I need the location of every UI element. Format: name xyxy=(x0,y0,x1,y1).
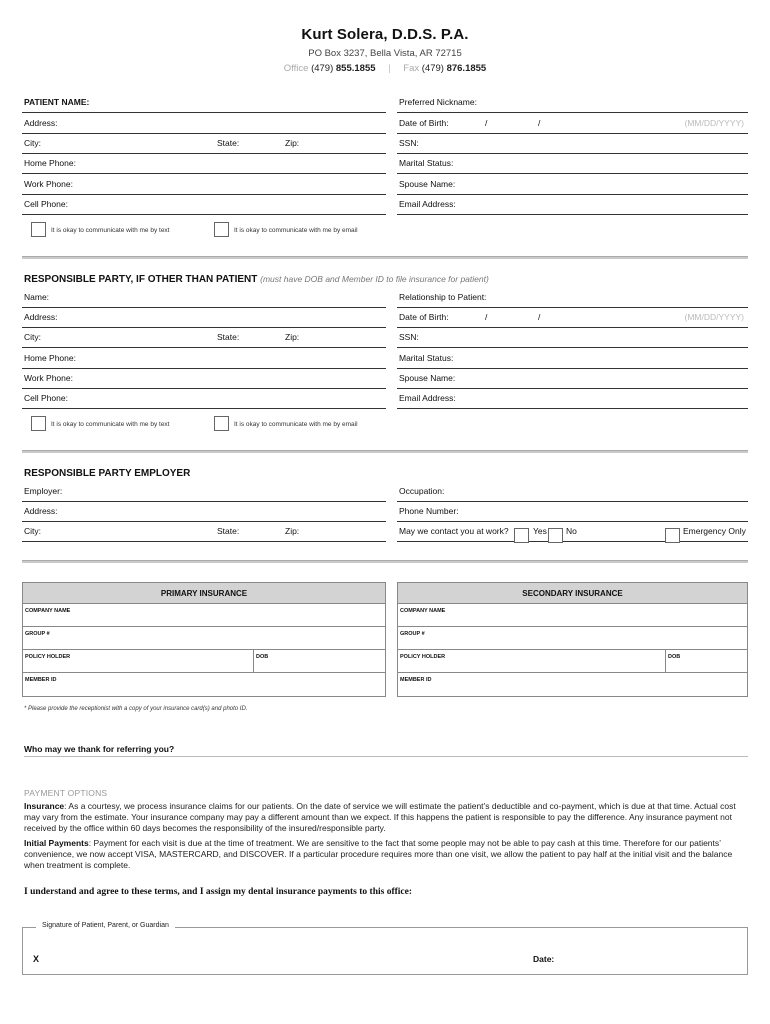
patient-text-ok-checkbox[interactable] xyxy=(31,222,46,237)
signature-x-mark: X xyxy=(33,954,40,964)
payment-options-title: PAYMENT OPTIONS xyxy=(24,788,108,798)
rp-home-phone-label: Home Phone: xyxy=(24,353,76,363)
rp-email-ok-label: It is okay to communicate with me by email xyxy=(234,421,358,428)
rp-address-label: Address: xyxy=(24,312,58,322)
employer-label: Employer: xyxy=(24,486,63,496)
group-label: GROUP # xyxy=(400,631,425,637)
rp-text-ok-label: It is okay to communicate with me by text xyxy=(51,421,170,428)
dob-slash: / xyxy=(538,312,541,322)
office-number: 855.1855 xyxy=(335,63,376,74)
rp-work-phone-label: Work Phone: xyxy=(24,373,73,383)
section-divider xyxy=(22,450,748,453)
primary-group-field[interactable] xyxy=(23,627,385,650)
home-phone-label: Home Phone: xyxy=(24,158,76,168)
initial-payments-text xyxy=(24,838,744,871)
primary-member-id-field[interactable] xyxy=(23,673,385,696)
cell-divider xyxy=(665,650,666,672)
insurance-note: * Please provide the receptionist with a copy of your insurance card(s) and photo ID. xyxy=(24,706,248,712)
employer-phone-field[interactable] xyxy=(397,501,748,522)
work-phone-label: Work Phone: xyxy=(24,179,73,189)
rp-ssn-label: SSN: xyxy=(399,332,419,342)
company-name-label: COMPANY NAME xyxy=(25,608,71,614)
rp-name-label: Name: xyxy=(24,292,50,302)
dob-slash: / xyxy=(538,118,541,128)
secondary-group-field[interactable] xyxy=(398,627,747,650)
member-id-label: MEMBER ID xyxy=(400,677,432,683)
patient-email-ok-label: It is okay to communicate with me by email xyxy=(234,227,358,234)
insurance-policy-label: Insurance xyxy=(24,801,65,811)
contact-at-work-field xyxy=(397,521,748,542)
practice-address: PO Box 3237, Bella Vista, AR 72715 xyxy=(308,48,462,59)
patient-home-phone-field[interactable] xyxy=(22,153,386,174)
company-name-label: COMPANY NAME xyxy=(400,608,446,614)
dob-label: Date of Birth: xyxy=(399,118,449,128)
employer-zip-label: Zip: xyxy=(285,526,300,536)
primary-policy-holder-field[interactable] xyxy=(23,650,385,673)
dob-format-hint: (MM/DD/YYYY) xyxy=(684,312,744,322)
section-divider xyxy=(22,256,748,259)
cell-phone-label: Cell Phone: xyxy=(24,199,68,209)
rp-marital-field[interactable] xyxy=(397,348,748,369)
patient-name-field[interactable] xyxy=(22,92,386,113)
spouse-label: Spouse Name: xyxy=(399,179,456,189)
employer-address-field[interactable] xyxy=(22,501,386,522)
form-header xyxy=(0,26,770,74)
patient-marital-field[interactable] xyxy=(397,153,748,174)
practice-name: Kurt Solera, D.D.S. P.A. xyxy=(301,26,469,43)
employer-state-label: State: xyxy=(217,526,240,536)
secondary-policy-holder-field[interactable] xyxy=(398,650,747,673)
state-label: State: xyxy=(217,138,240,148)
responsible-title-note: (must have DOB and Member ID to file insurance for patient) xyxy=(260,274,489,284)
rp-cell-phone-label: Cell Phone: xyxy=(24,393,68,403)
primary-company-field[interactable] xyxy=(23,604,385,627)
member-id-label: MEMBER ID xyxy=(25,677,57,683)
fax-area: (479) xyxy=(421,63,444,74)
rp-address-field[interactable] xyxy=(22,307,386,328)
fax-number: 876.1855 xyxy=(446,63,487,74)
nickname-label: Preferred Nickname: xyxy=(399,97,477,107)
agreement-statement: I understand and agree to these terms, and I assign my dental insurance payments to this office: xyxy=(24,887,413,897)
rp-name-field[interactable] xyxy=(22,287,386,308)
rp-text-ok-checkbox[interactable] xyxy=(31,416,46,431)
contact-at-work-label: May we contact you at work? xyxy=(399,526,509,536)
primary-insurance-title: PRIMARY INSURANCE xyxy=(23,583,385,604)
policy-dob-label: DOB xyxy=(668,654,681,660)
address-label: Address: xyxy=(24,118,58,128)
rp-ssn-field[interactable] xyxy=(397,327,748,348)
patient-text-ok-label: It is okay to communicate with me by text xyxy=(51,227,170,234)
rp-zip-label: Zip: xyxy=(285,332,300,342)
insurance-policy-body: : As a courtesy, we process insurance claims for our patients. On the date of service we will estimate the patient’s deductible and co-payment, which is due at that time. Actual cost may vary from the estimate. Your insurance company may pay a different amount than we expect. If this happens the patient is responsible to pay the difference. Any insurance payment not received by the office within 60 days becomes the responsibility of the insured/responsible party. xyxy=(24,801,736,833)
rp-cell-phone-field[interactable] xyxy=(22,388,386,409)
rp-spouse-field[interactable] xyxy=(397,368,748,389)
contact-yes-checkbox[interactable] xyxy=(514,528,529,543)
patient-address-field[interactable] xyxy=(22,113,386,134)
secondary-member-id-field[interactable] xyxy=(398,673,747,696)
signature-label: Signature of Patient, Parent, or Guardian xyxy=(36,922,175,929)
nickname-field[interactable] xyxy=(397,92,748,113)
rp-dob-field[interactable] xyxy=(397,307,748,328)
contact-yes-label: Yes xyxy=(533,526,547,536)
secondary-insurance-table xyxy=(397,582,748,697)
employer-title: RESPONSIBLE PARTY EMPLOYER xyxy=(24,468,191,479)
rp-state-label: State: xyxy=(217,332,240,342)
referral-field[interactable] xyxy=(24,744,748,757)
rp-dob-label: Date of Birth: xyxy=(399,312,449,322)
emergency-only-checkbox[interactable] xyxy=(665,528,680,543)
primary-insurance-table xyxy=(22,582,386,697)
rp-work-phone-field[interactable] xyxy=(22,368,386,389)
rp-city-field[interactable] xyxy=(22,327,386,348)
rp-relationship-label: Relationship to Patient: xyxy=(399,292,487,302)
employer-city-field[interactable] xyxy=(22,521,386,542)
city-label: City: xyxy=(24,138,41,148)
zip-label: Zip: xyxy=(285,138,300,148)
dob-slash: / xyxy=(485,312,488,322)
rp-marital-label: Marital Status: xyxy=(399,353,454,363)
occupation-label: Occupation: xyxy=(399,486,445,496)
secondary-company-field[interactable] xyxy=(398,604,747,627)
dob-format-hint: (MM/DD/YYYY) xyxy=(684,118,744,128)
rp-spouse-label: Spouse Name: xyxy=(399,373,456,383)
contact-no-checkbox[interactable] xyxy=(548,528,563,543)
employer-city-label: City: xyxy=(24,526,41,536)
responsible-title-text: RESPONSIBLE PARTY, IF OTHER THAN PATIENT xyxy=(24,274,258,285)
rp-home-phone-field[interactable] xyxy=(22,348,386,369)
initial-payments-label: Initial Payments xyxy=(24,838,89,848)
group-label: GROUP # xyxy=(25,631,50,637)
rp-email-label: Email Address: xyxy=(399,393,456,403)
section-divider xyxy=(22,560,748,563)
rp-email-ok-checkbox[interactable] xyxy=(214,416,229,431)
office-label: Office xyxy=(283,63,309,74)
dob-slash: / xyxy=(485,118,488,128)
referral-label: Who may we thank for referring you? xyxy=(24,744,175,754)
patient-city-field[interactable] xyxy=(22,133,386,154)
occupation-field[interactable] xyxy=(397,481,748,502)
email-label: Email Address: xyxy=(399,199,456,209)
patient-email-ok-checkbox[interactable] xyxy=(214,222,229,237)
policy-holder-label: POLICY HOLDER xyxy=(25,654,71,660)
contact-separator: | xyxy=(388,63,391,74)
rp-email-field[interactable] xyxy=(397,388,748,409)
patient-cell-phone-field[interactable] xyxy=(22,194,386,215)
patient-email-field[interactable] xyxy=(397,194,748,215)
initial-payments-body: : Payment for each visit is due at the time of treatment. We are sensitive to the fact that some people may not be able to pay cash at this time. Therefore for our patients’ convenience, we now accept VISA, MASTERCARD, and DISCOVER. If a particular procedure requires more than one visit, we allow the patient to pay half at the initial visit and the balance when treatment is complete. xyxy=(24,838,733,870)
fax-label: Fax xyxy=(403,63,420,74)
policy-dob-label: DOB xyxy=(256,654,269,660)
patient-work-phone-field[interactable] xyxy=(22,174,386,195)
patient-spouse-field[interactable] xyxy=(397,174,748,195)
practice-contact xyxy=(0,63,770,74)
patient-name-label: PATIENT NAME: xyxy=(24,97,90,107)
policy-holder-label: POLICY HOLDER xyxy=(400,654,446,660)
marital-label: Marital Status: xyxy=(399,158,454,168)
cell-divider xyxy=(253,650,254,672)
contact-no-label: No xyxy=(566,526,577,536)
employer-phone-label: Phone Number: xyxy=(399,506,459,516)
employer-field[interactable] xyxy=(22,481,386,502)
employer-address-label: Address: xyxy=(24,506,58,516)
rp-relationship-field[interactable] xyxy=(397,287,748,308)
patient-ssn-field[interactable] xyxy=(397,133,748,154)
responsible-party-title xyxy=(24,274,489,285)
office-area: (479) xyxy=(311,63,334,74)
rp-city-label: City: xyxy=(24,332,41,342)
signature-date-label: Date: xyxy=(533,954,555,964)
signature-box[interactable] xyxy=(22,927,748,975)
emergency-only-label: Emergency Only xyxy=(683,526,746,536)
ssn-label: SSN: xyxy=(399,138,419,148)
patient-dob-field[interactable] xyxy=(397,113,748,134)
secondary-insurance-title: SECONDARY INSURANCE xyxy=(398,583,747,604)
insurance-policy-text xyxy=(24,801,744,834)
